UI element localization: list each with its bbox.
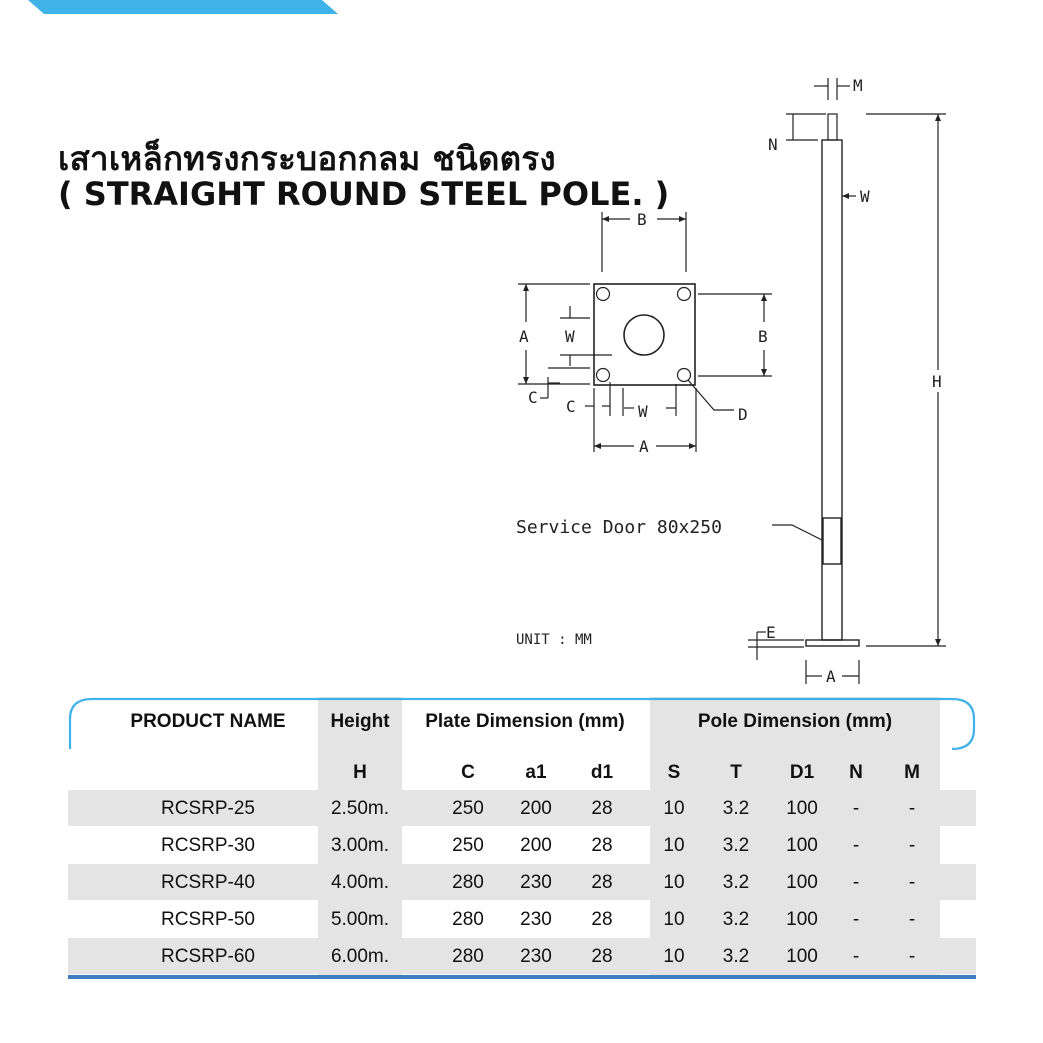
service-door [823, 518, 841, 564]
row-n: - [852, 909, 860, 930]
page-title-thai: เสาเหล็กทรงกระบอกกลม ชนิดตรง [58, 139, 556, 178]
row-height: 5.00m. [330, 909, 390, 930]
table-row [68, 864, 976, 901]
row-c: 250 [452, 798, 484, 819]
row-height: 6.00m. [330, 946, 390, 967]
row-a1: 230 [520, 909, 552, 930]
row-a1: 230 [520, 946, 552, 967]
row-n: - [852, 798, 860, 819]
row-s: 10 [663, 872, 685, 893]
row-m: - [908, 798, 916, 819]
col-label-s: S [667, 762, 681, 783]
plate-label-w-bottom: W [638, 402, 648, 421]
pole-label-h: H [932, 372, 942, 391]
pole-label-e: E [766, 623, 776, 642]
col-label-c: C [461, 762, 475, 783]
row-product-name: RCSRP-60 [161, 946, 255, 967]
row-m: - [908, 909, 916, 930]
row-n: - [852, 872, 860, 893]
row-c: 280 [452, 946, 484, 967]
row-c: 280 [452, 872, 484, 893]
row-t: 3.2 [722, 835, 750, 856]
pole-label-n: N [768, 135, 778, 154]
row-d1: 28 [591, 835, 613, 856]
table-row [68, 790, 976, 827]
row-t: 3.2 [722, 872, 750, 893]
unit-label: UNIT : MM [516, 632, 592, 648]
plate-label-w-left: W [565, 327, 575, 346]
col-label-h: H [353, 762, 367, 783]
plate-label-b-right: B [758, 327, 768, 346]
col-label-n: N [849, 762, 863, 783]
row-d1-pole: 100 [786, 835, 818, 856]
col-label-d1: d1 [590, 762, 614, 783]
plate-label-c-bottom: C [566, 397, 576, 416]
row-product-name: RCSRP-40 [161, 872, 255, 893]
row-d1: 28 [591, 872, 613, 893]
row-d1: 28 [591, 946, 613, 967]
pole-label-a: A [826, 667, 836, 686]
row-d1: 28 [591, 798, 613, 819]
row-t: 3.2 [722, 909, 750, 930]
col-label-a1: a1 [525, 762, 547, 783]
pole-label-w: W [860, 187, 870, 206]
row-d1: 28 [591, 909, 613, 930]
row-height: 3.00m. [330, 835, 390, 856]
row-t: 3.2 [722, 798, 750, 819]
row-d1-pole: 100 [786, 946, 818, 967]
table-bottom-rule [68, 975, 976, 979]
col-label-d1-pole: D1 [789, 762, 815, 783]
row-s: 10 [663, 909, 685, 930]
row-product-name: RCSRP-50 [161, 909, 255, 930]
pole-label-m: M [853, 76, 863, 95]
row-a1: 200 [520, 835, 552, 856]
row-s: 10 [663, 798, 685, 819]
plate-label-a-bottom: A [639, 437, 649, 456]
row-height: 2.50m. [330, 798, 390, 819]
plate-label-d: D [738, 405, 748, 424]
row-m: - [908, 835, 916, 856]
header-product-name: PRODUCT NAME [130, 711, 286, 732]
table-row [68, 827, 976, 864]
plate-label-a-left: A [519, 327, 529, 346]
row-m: - [908, 872, 916, 893]
spec-table [68, 697, 976, 982]
header-pole-dimension: Pole Dimension (mm) [697, 711, 893, 732]
row-height: 4.00m. [330, 872, 390, 893]
row-d1-pole: 100 [786, 872, 818, 893]
row-product-name: RCSRP-25 [161, 798, 255, 819]
row-s: 10 [663, 835, 685, 856]
pole-body [822, 140, 842, 640]
table-row [68, 938, 976, 975]
row-c: 250 [452, 835, 484, 856]
row-a1: 230 [520, 872, 552, 893]
pole-hole [624, 315, 664, 355]
page-title-english: ( STRAIGHT ROUND STEEL POLE. ) [58, 175, 670, 213]
row-product-name: RCSRP-30 [161, 835, 255, 856]
header-plate-dimension: Plate Dimension (mm) [425, 711, 625, 732]
row-n: - [852, 835, 860, 856]
row-c: 280 [452, 909, 484, 930]
row-a1: 200 [520, 798, 552, 819]
pole-base-plate [806, 640, 859, 646]
row-t: 3.2 [722, 946, 750, 967]
row-d1-pole: 100 [786, 798, 818, 819]
table-row [68, 901, 976, 938]
col-label-t: T [730, 762, 742, 783]
row-n: - [852, 946, 860, 967]
col-label-m: M [904, 762, 920, 783]
header-height: Height [330, 711, 390, 732]
plate-label-b-top: B [637, 210, 647, 229]
row-s: 10 [663, 946, 685, 967]
plate-label-c-left: C [528, 388, 538, 407]
row-m: - [908, 946, 916, 967]
service-door-label: Service Door 80x250 [516, 517, 722, 538]
row-d1-pole: 100 [786, 909, 818, 930]
